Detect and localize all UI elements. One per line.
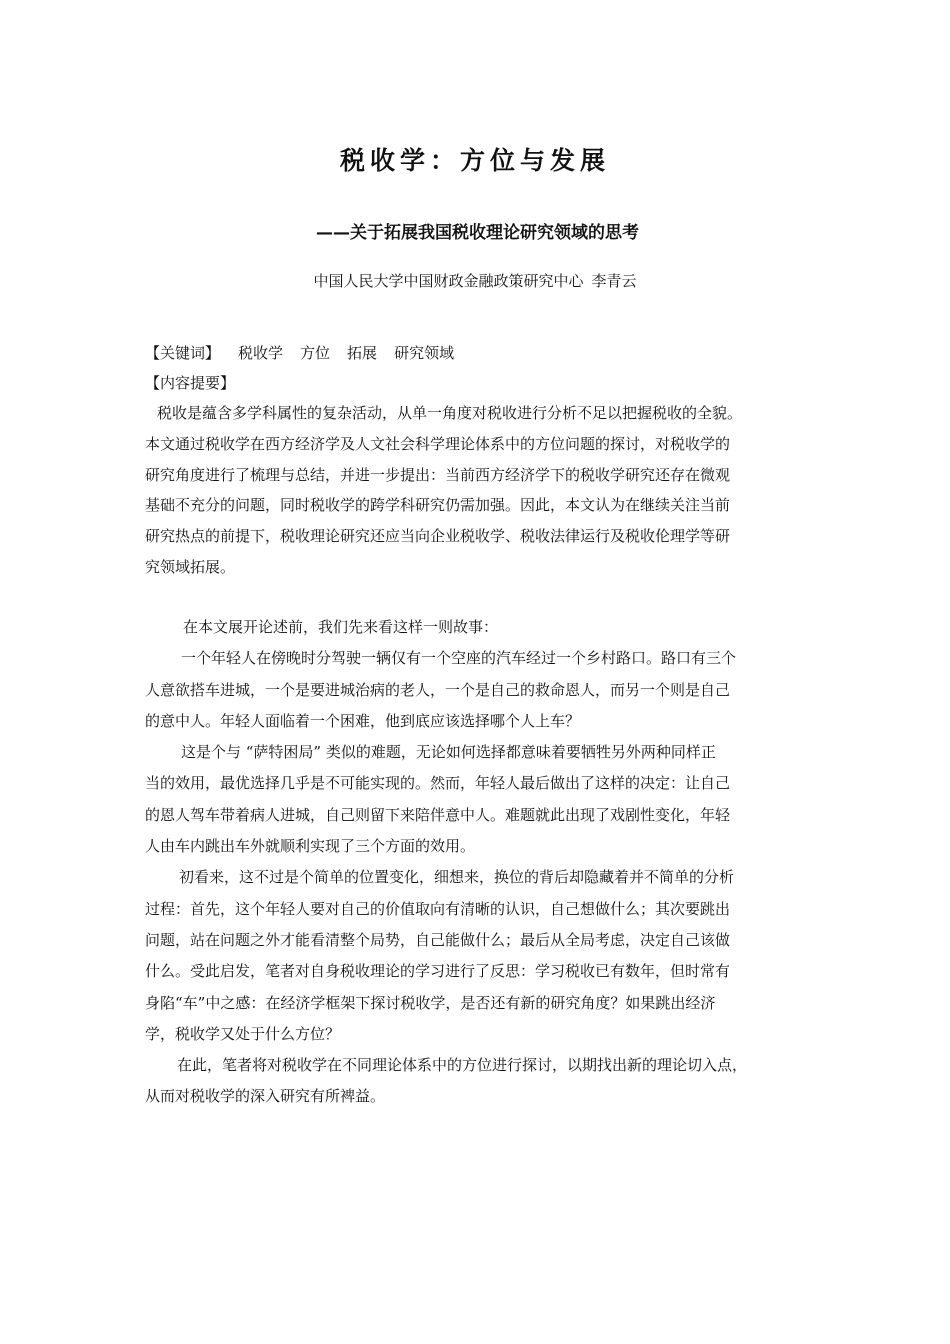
keyword: 拓展 <box>347 344 378 362</box>
author-line <box>0 270 950 292</box>
body-line: 一个年轻人在傍晚时分驾驶一辆仅有一个空座的汽车经过一个乡村路口。路口有三个 <box>181 649 737 668</box>
body-line: 初看来，这不过是个简单的位置变化，细想来，换位的背后却隐藏着并不简单的分析 <box>179 868 735 887</box>
body-line: 学，税收学又处于什么方位？ <box>145 1024 341 1043</box>
body-line: 的意中人。年轻人面临着一个困难，他到底应该选择哪个人上车？ <box>145 711 581 730</box>
keyword: 方位 <box>300 344 331 362</box>
abstract-line: 基础不充分的问题，同时税收学的跨学科研究仍需加强。因此，本文认为在继续关注当前 <box>145 496 731 515</box>
body-line: 在本文展开论述前，我们先来看这样一则故事： <box>183 618 499 636</box>
paper-title: 税收学：方位与发展 <box>339 146 610 175</box>
abstract-line: 本文通过税收学在西方经济学及人文社会科学理论体系中的方位问题的探讨，对税收学的 <box>145 434 731 453</box>
abstract-line: 研究热点的前提下，税收理论研究还应当向企业税收学、税收法律运行及税收伦理学等研 <box>145 527 731 546</box>
keyword: 研究领域 <box>394 344 455 362</box>
author-affiliation: 中国人民大学中国财政金融政策研究中心 <box>313 272 584 290</box>
abstract-line: 研究角度进行了梳理与总结，并进一步提出：当前西方经济学下的税收学研究还存在微观 <box>145 465 731 484</box>
body-line: 问题，站在问题之外才能看清整个局势，自己能做什么；最后从全局考虑，决定自己该做 <box>145 930 731 949</box>
body-line: 人意欲搭车进城，一个是要进城治病的老人，一个是自己的救命恩人，而另一个则是自己 <box>145 680 731 699</box>
body-line: 当的效用，最优选择几乎是不可能实现的。然而，年轻人最后做出了这样的决定：让自己 <box>145 774 731 793</box>
keywords-label: 【关键词】 <box>145 344 221 362</box>
keywords-line <box>145 341 471 365</box>
body-line: 什么。受此启发，笔者对自身税收理论的学习进行了反思：学习税收已有数年，但时常有 <box>145 962 731 981</box>
body-line: 从而对税收学的深入研究有所裨益。 <box>145 1087 386 1106</box>
body-line: 人由车内跳出车外就顺利实现了三个方面的效用。 <box>145 837 476 856</box>
abstract-label: 【内容提要】 <box>145 374 236 392</box>
body-line: 这是个与 “萨特困局” 类似的难题，无论如何选择都意味着要牺牲另外两种同样正 <box>181 743 716 762</box>
body-line: 的恩人驾车带着病人进城，自己则留下来陪伴意中人。难题就此出现了戏剧性变化，年轻 <box>145 805 731 824</box>
abstract-line: 税收是蕴含多学科属性的复杂活动，从单一角度对税收进行分析不足以把握税收的全貌。 <box>157 404 743 422</box>
abstract-line: 究领域拓展。 <box>145 557 236 576</box>
body-text <box>145 612 815 1113</box>
body-line: 在此，笔者将对税收学在不同理论体系中的方位进行探讨，以期找出新的理论切入点， <box>177 1056 748 1075</box>
abstract-paragraph <box>145 398 815 583</box>
author-name: 李青云 <box>591 272 637 290</box>
keyword: 税收学 <box>238 344 284 362</box>
paper-subtitle: ——关于拓展我国税收理论研究领域的思考 <box>316 223 639 243</box>
body-line: 身陷“车”中之感：在经济学框架下探讨税收学，是否还有新的研究角度？如果跳出经济 <box>145 993 716 1012</box>
body-line: 过程：首先，这个年轻人要对自己的价值取向有清晰的认识，自己想做什么；其次要跳出 <box>145 899 731 918</box>
